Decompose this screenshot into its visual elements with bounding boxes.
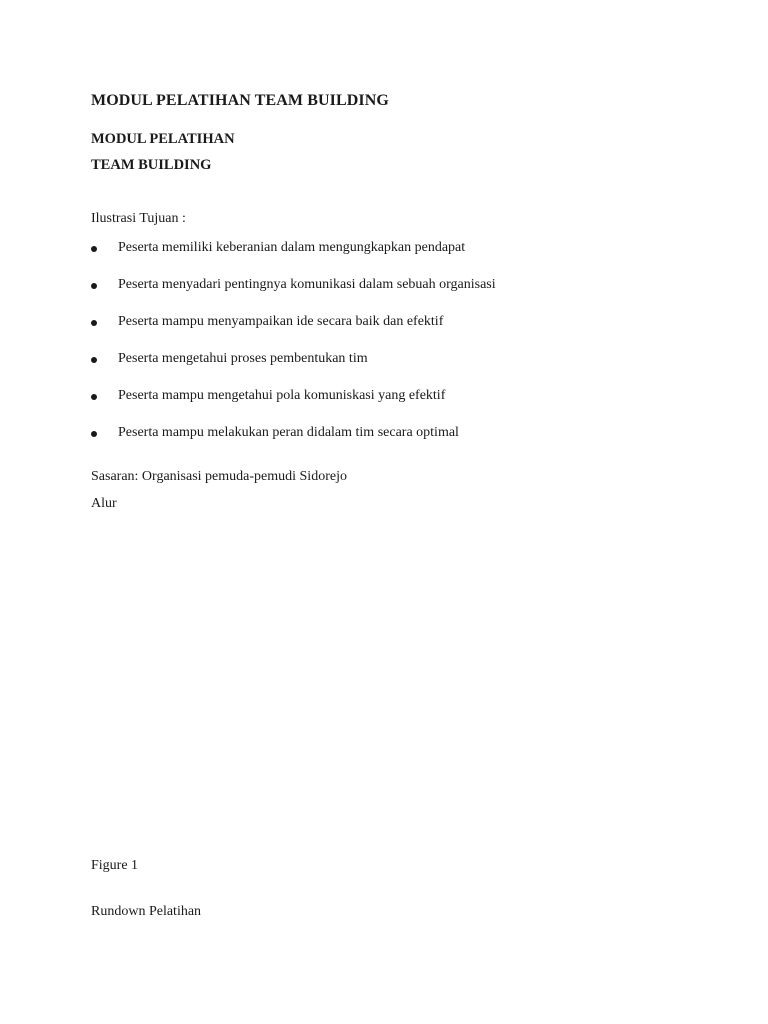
bullet-icon <box>91 357 97 363</box>
rundown-heading: Rundown Pelatihan <box>91 904 202 919</box>
document-title: MODUL PELATIHAN TEAM BUILDING <box>91 92 389 109</box>
figure-caption: Figure 1 <box>91 858 139 873</box>
list-item <box>0 388 600 408</box>
goal-text: Peserta mengetahui proses pembentukan tim <box>118 351 368 366</box>
bullet-icon <box>91 320 97 326</box>
figure-placeholder <box>91 525 677 845</box>
bullet-icon <box>91 431 97 437</box>
goal-text: Peserta mampu melakukan peran didalam tim secara optimal <box>118 425 459 440</box>
flow-label: Alur <box>91 496 117 511</box>
goals-heading: Ilustrasi Tujuan : <box>91 211 186 226</box>
goal-text: Peserta mampu mengetahui pola komuniskasi yang efektif <box>118 388 446 403</box>
list-item <box>0 314 600 334</box>
goal-text: Peserta menyadari pentingnya komunikasi dalam sebuah organisasi <box>118 277 496 292</box>
target-audience: Sasaran: Organisasi pemuda-pemudi Sidorejo <box>91 469 347 484</box>
subtitle-line-2: TEAM BUILDING <box>91 157 212 173</box>
goal-text: Peserta memiliki keberanian dalam mengungkapkan pendapat <box>118 240 466 255</box>
goal-text: Peserta mampu menyampaikan ide secara baik dan efektif <box>118 314 444 329</box>
list-item <box>0 277 600 297</box>
list-item <box>0 425 600 445</box>
subtitle-line-1: MODUL PELATIHAN <box>91 131 235 147</box>
list-item <box>0 351 600 371</box>
bullet-icon <box>91 246 97 252</box>
list-item <box>0 240 600 260</box>
bullet-icon <box>91 283 97 289</box>
bullet-icon <box>91 394 97 400</box>
